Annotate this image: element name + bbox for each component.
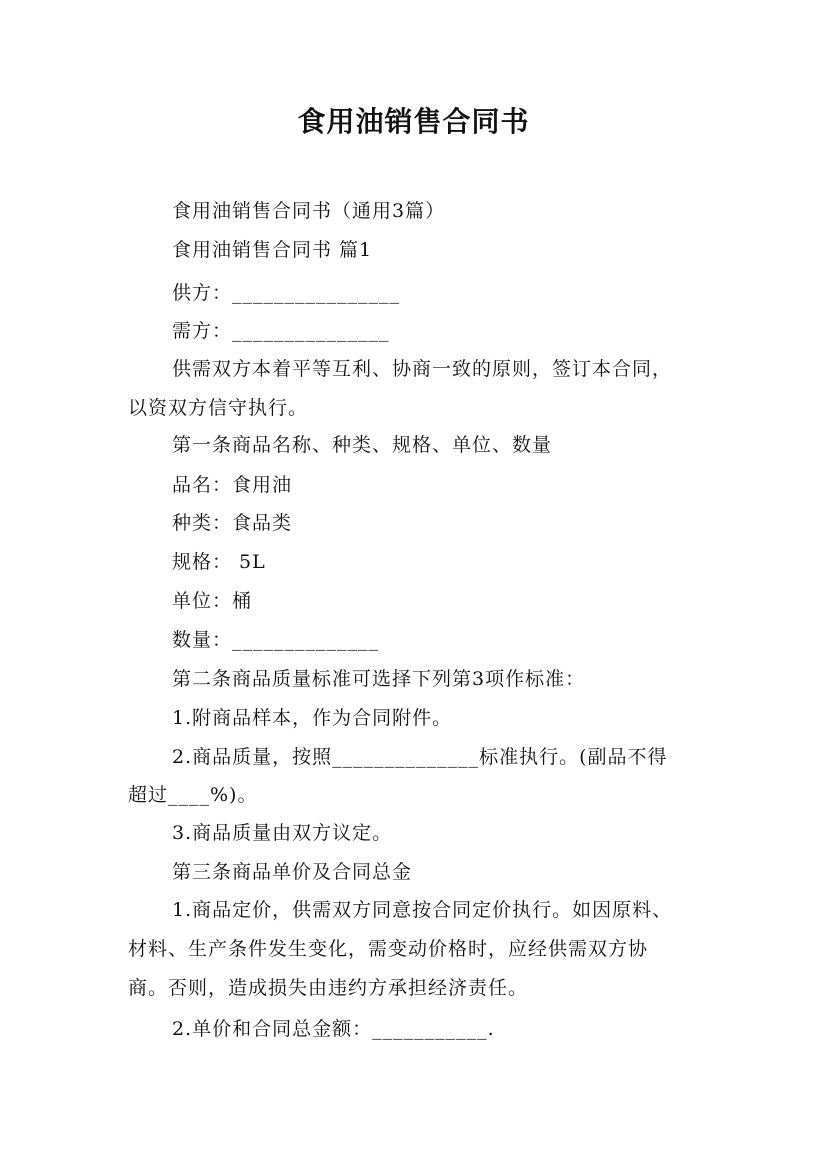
list-item: 3.商品质量由双方议定。 — [172, 822, 393, 844]
clause-heading: 第二条商品质量标准可选择下列第3项作标准： — [172, 668, 586, 690]
clause-heading: 第一条商品名称、种类、规格、单位、数量 — [172, 434, 553, 456]
list-item: 1.附商品样本，作为合同附件。 — [172, 707, 453, 729]
product-spec: 规格： 5L — [172, 551, 266, 573]
list-item-continuation: 商。否则，造成损失由违约方承担经济责任。 — [128, 977, 529, 999]
list-item-continuation: 材料、生产条件发生变化，需变动价格时，应经供需双方协 — [128, 938, 649, 960]
list-item: 2.单价和合同总金额：___________. — [172, 1018, 495, 1040]
supplier-field: 供方：________________ — [172, 282, 401, 304]
list-item-continuation: 超过____%)。 — [128, 784, 258, 806]
clause-heading: 第三条商品单价及合同总金 — [172, 861, 413, 883]
list-item: 1.商品定价，供需双方同意按合同定价执行。如因原料、 — [172, 899, 673, 921]
product-name: 品名：食用油 — [172, 474, 293, 496]
paragraph-line: 供需双方本着平等互利、协商一致的原则，签订本合同， — [172, 358, 673, 380]
paragraph-line: 以资双方信守执行。 — [128, 397, 309, 419]
product-quantity: 数量：______________ — [172, 629, 380, 651]
product-category: 种类：食品类 — [172, 512, 293, 534]
product-unit: 单位：桶 — [172, 590, 253, 612]
section-heading: 食用油销售合同书 篇1 — [172, 239, 373, 261]
document-title: 食用油销售合同书 — [297, 105, 530, 138]
buyer-field: 需方：_______________ — [172, 320, 390, 342]
list-item: 2.商品质量，按照______________标准执行。(副品不得 — [172, 746, 668, 768]
document-subtitle: 食用油销售合同书（通用3篇） — [172, 200, 446, 222]
